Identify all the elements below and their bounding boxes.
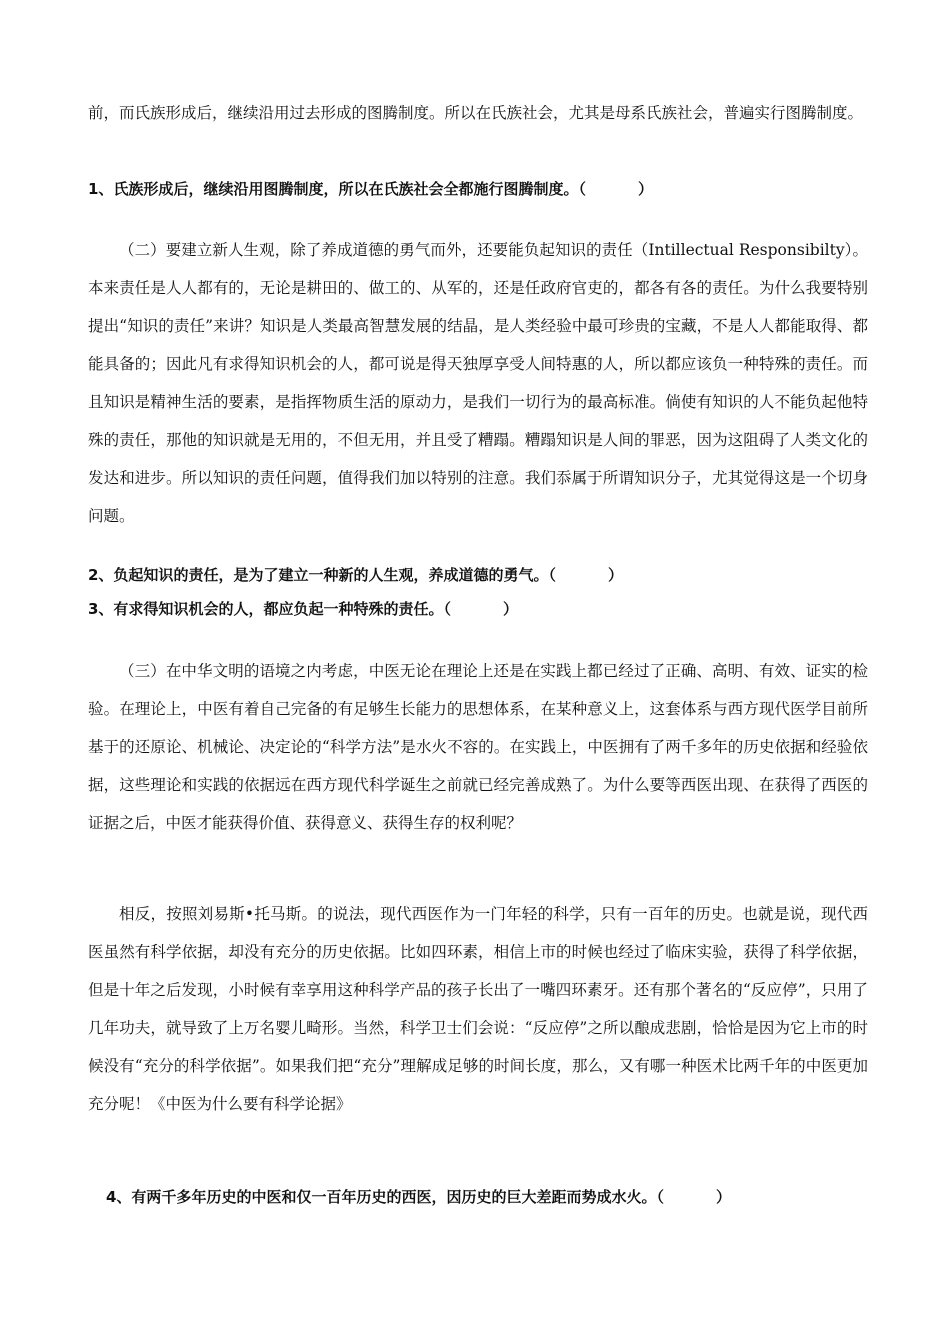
paragraph-tcm: （三）在中华文明的语境之内考虑，中医无论在理论上还是在实践上都已经过了正确、高明、有效、证实的检验。在理论上，中医有着自己完备的有足够生长能力的思想体系，在某种意义上，这套体系与西方现代医学目前所基于的还原论、机械论、决定论的“科学方法”是水火不容的。在实践上，中医拥有了两千多年的历史依据和经验依据，这些理论和实践的依据远在西方现代科学诞生之前就已经完善成熟了。为什么要等西医出现、在获得了西医的证据之后，中医才能获得价值、获得意义、获得生存的权利呢？	[88, 662, 868, 832]
question-3	[88, 590, 868, 628]
question-4-text: 4、有两千多年历史的中医和仅一百年历史的西医，因历史的巨大差距而势成水火。（	[106, 1188, 664, 1206]
question-1-text: 1、氏族形成后，继续沿用图腾制度，所以在氏族社会全都施行图腾制度。（	[88, 180, 586, 198]
question-2	[88, 556, 868, 594]
question-4-close: ）	[715, 1188, 731, 1206]
question-3-text: 3、有求得知识机会的人，都应负起一种特殊的责任。（	[88, 600, 451, 618]
question-2-close: ）	[607, 566, 623, 584]
paragraph-knowledge-responsibility: （二）要建立新人生观，除了养成道德的勇气而外，还要能负起知识的责任（Intillectual Responsibilty）。本来责任是人人都有的，无论是耕田的、做工的、从军的，还是任政府官吏的，都各有各的责任。为什么我要特别提出“知识的责任”来讲？知识是人类最高智慧发展的结晶，是人类经验中最可珍贵的宝藏，不是人人都能取得、都能具备的；因此凡有求得知识机会的人，都可说是得天独厚享受人间特惠的人，所以都应该负一种特殊的责任。而且知识是精神生活的要素，是指挥物质生活的原动力，是我们一切行为的最高标准。倘使有知识的人不能负起他特殊的责任，那他的知识就是无用的，不但无用，并且受了糟蹋。糟蹋知识是人间的罪恶，因为这阻碍了人类文化的发达和进步。所以知识的责任问题，值得我们加以特别的注意。我们忝属于所谓知识分子，尤其觉得这是一个切身问题。	[88, 241, 868, 525]
question-1-close: ）	[637, 180, 653, 198]
question-1	[88, 170, 868, 208]
question-4	[88, 1178, 886, 1216]
question-2-text: 2、负起知识的责任，是为了建立一种新的人生观，养成道德的勇气。（	[88, 566, 556, 584]
paragraph-western-medicine: 相反，按照刘易斯•托马斯。的说法，现代西医作为一门年轻的科学，只有一百年的历史。也就是说，现代西医虽然有科学依据，却没有充分的历史依据。比如四环素，相信上市的时候也经过了临床实验，获得了科学依据，但是十年之后发现，小时候有幸享用这种科学产品的孩子长出了一嘴四环素牙。还有那个著名的“反应停”，只用了几年功夫，就导致了上万名婴儿畸形。当然，科学卫士们会说：“反应停”之所以酿成悲剧，恰恰是因为它上市的时候没有“充分的科学依据”。如果我们把“充分”理解成足够的时间长度，那么，又有哪一种医术比两千年的中医更加充分呢！《中医为什么要有科学论据》	[88, 905, 868, 1113]
question-3-close: ）	[502, 600, 518, 618]
paragraph-intro: 前，而氏族形成后，继续沿用过去形成的图腾制度。所以在氏族社会，尤其是母系氏族社会，普遍实行图腾制度。	[88, 104, 864, 122]
